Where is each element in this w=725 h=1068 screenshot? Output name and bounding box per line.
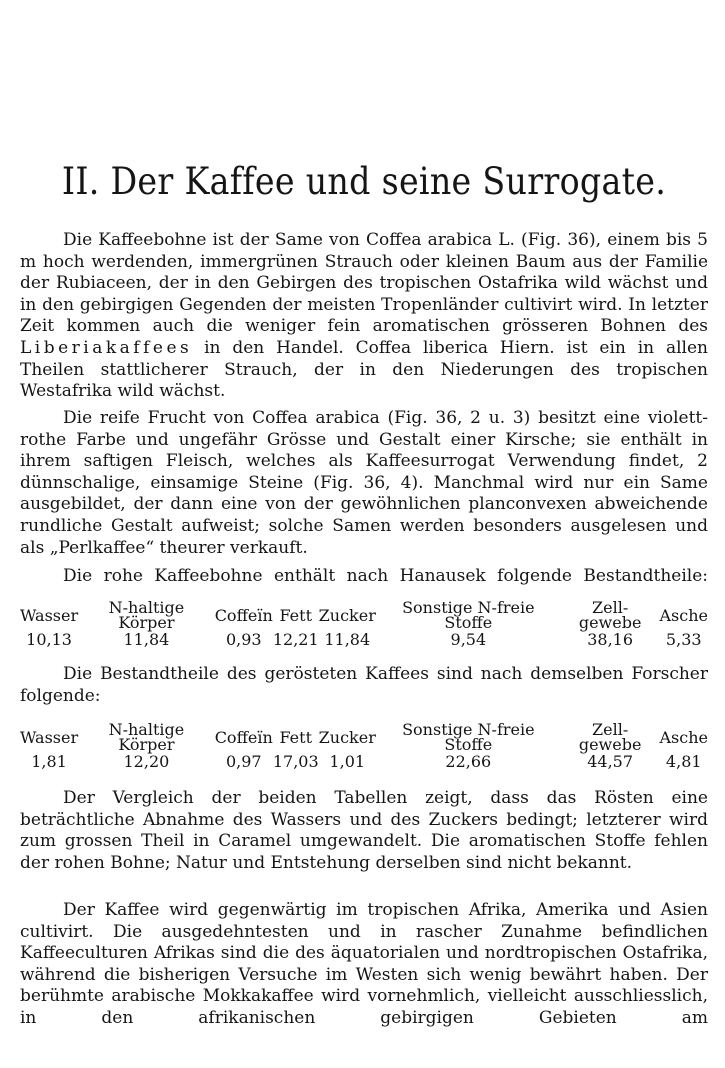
column-header: Zell-gewebe bbox=[578, 598, 642, 632]
table-cell: 4,81 bbox=[665, 752, 702, 771]
book-page bbox=[20, 0, 708, 1068]
table-cell: 12,20 bbox=[123, 752, 170, 771]
table-cell: 38,16 bbox=[587, 630, 634, 649]
table-cell: 0,97 bbox=[225, 752, 262, 771]
column-header: Zucker bbox=[318, 727, 376, 747]
spaced-term-liberiakaffee: Liberiakaffees bbox=[20, 337, 193, 358]
table-cell: 17,03 bbox=[272, 752, 319, 771]
table-roasted-bean bbox=[20, 722, 708, 772]
table-cell: 1,81 bbox=[31, 752, 67, 771]
paragraph-text: in den Handel. Coffea liberica Hiern. ist ein in allen Theilen stattlicherer Strauch, der in den Niederungen des tropischen Westafrika wild wächst. bbox=[20, 337, 708, 402]
paragraph-comparison: Der Vergleich der beiden Tabellen zeigt, dass das Rösten eine beträchtliche Abnahme des Wassers und des Zuckers bedingt; letzterer wird zum grossen Theil in Caramel umgewandelt. Die aromatischen Stoffe fehlen der rohen Bohne; Natur und Entstehung derselben sind nicht bekannt. bbox=[20, 788, 708, 873]
paragraph-text: Die Kaffeebohne ist der Same von Coffea arabica L. (Fig. 36), einem bis 5 m hoch werdenden, immergrünen Strauch oder kleinen Baum aus der Familie der Rubiaceen, der in den Gebirgen des tropischen Ostafrika wild wächst und in den gebirgigen Gegenden der meisten Tropenländer cultivirt wird. In letzter Zeit kommen auch die weniger fein aromatischen grösseren Bohnen des bbox=[20, 230, 708, 337]
column-header: Coffeïn bbox=[214, 727, 273, 747]
column-header: Asche bbox=[659, 727, 708, 747]
paragraph-raw-bean-intro: Die rohe Kaffeebohne enthält nach Hanausek folgende Bestandtheile: bbox=[63, 566, 708, 586]
column-header: Coffeïn bbox=[214, 605, 273, 625]
table-cell: 0,93 bbox=[225, 630, 262, 649]
table-cell: 10,13 bbox=[26, 630, 72, 649]
table-cell: 11,84 bbox=[123, 630, 170, 649]
column-header: Sonstige N-freie Stoffe bbox=[402, 720, 535, 754]
column-header: Wasser bbox=[20, 727, 79, 747]
column-header: N-haltige Körper bbox=[108, 598, 185, 632]
table-header-row bbox=[20, 600, 708, 630]
table-row bbox=[20, 630, 708, 650]
paragraph-fruit: Die reife Frucht von Coffea arabica (Fig. 36, 2 u. 3) besitzt eine violett-rothe Farbe und ungefähr Grösse und Gestalt einer Kirsche; sie enthält in ihrem saftigen Fleisch, welches als Kaffeesurrogat Verwendung findet, 2 dünnschalige, einsamige Steine (Fig. 36, 4). Manchmal wird nur ein Same ausgebildet, der dann eine von der gewöhnlichen planconvexen abweichende rundliche Gestalt aufweist; solche Samen werden besonders ausgelesen und als „Perlkaffee“ theurer verkauft. bbox=[20, 408, 708, 558]
column-header: Fett bbox=[279, 727, 313, 747]
column-header: Sonstige N-freie Stoffe bbox=[402, 598, 535, 632]
table-raw-bean bbox=[20, 600, 708, 650]
paragraph-coffee-bean bbox=[20, 230, 708, 403]
paragraph-roasted-intro: Die Bestandtheile des gerösteten Kaffees sind nach demselben Forscher folgende: bbox=[20, 664, 708, 706]
column-header: Asche bbox=[659, 605, 708, 625]
column-header: N-haltige Körper bbox=[108, 720, 185, 754]
column-header: Zell-gewebe bbox=[578, 720, 642, 754]
column-header: Wasser bbox=[20, 605, 79, 625]
table-cell: 12,21 bbox=[272, 630, 319, 649]
table-cell: 9,54 bbox=[450, 630, 487, 649]
column-header: Fett bbox=[279, 605, 313, 625]
table-cell: 44,57 bbox=[587, 752, 634, 771]
table-header-row bbox=[20, 722, 708, 752]
column-header: Zucker bbox=[318, 605, 376, 625]
table-cell: 11,84 bbox=[324, 630, 371, 649]
chapter-title: II. Der Kaffee und seine Surrogate. bbox=[61, 160, 667, 203]
table-row bbox=[20, 752, 708, 772]
table-cell: 5,33 bbox=[665, 630, 702, 649]
table-cell: 22,66 bbox=[445, 752, 492, 771]
table-cell: 1,01 bbox=[329, 752, 366, 771]
paragraph-cultivation: Der Kaffee wird gegenwärtig im tropischen Afrika, Amerika und Asien cultivirt. Die ausgedehntesten und in rascher Zunahme befindlichen Kaffeeculturen Afrikas sind die des äquatorialen und nordtropischen Ostafrika, während die bisherigen Versuche im Westen sich wenig bewährt haben. Der berühmte arabische Mokkakaffee wird vornehmlich, vielleicht ausschliesslich, in den afrikanischen gebirgigen Gebieten am bbox=[20, 900, 708, 1028]
